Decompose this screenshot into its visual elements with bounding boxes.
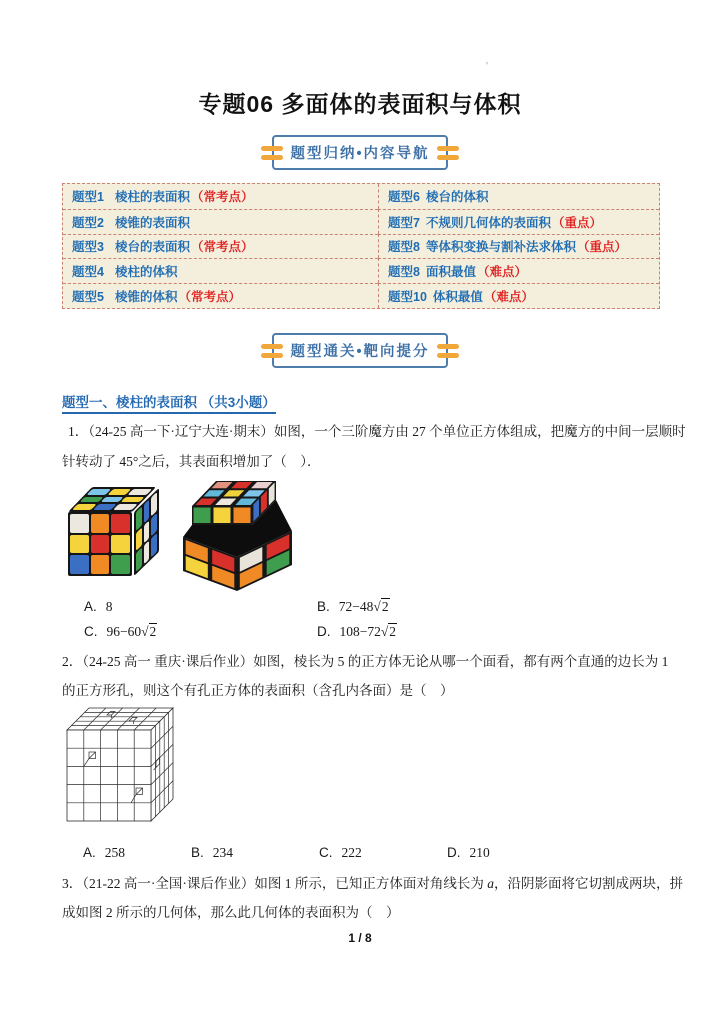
table-row: 题型8 等体积变换与割补法求体积 （重点）: [378, 234, 659, 259]
q1-option-b: B. 72−48√2: [317, 599, 389, 614]
table-row: 题型5 棱锥的体积 （常考点）: [63, 283, 378, 308]
banner-pass-label: 题型通关•靶向提分: [272, 333, 447, 368]
q1-option-d: D. 108−72√2: [317, 624, 397, 639]
table-row: 题型2 棱锥的表面积: [63, 209, 378, 234]
page-title: 专题06 多面体的表面积与体积: [198, 91, 522, 117]
q2-option-c: C. 222: [319, 845, 362, 860]
table-row: 题型8 面积最值 （难点）: [378, 258, 659, 283]
q2-option-b: B. 234: [191, 845, 234, 860]
question-2-line-2: 的正方形孔，则这个有孔正方体的表面积（含孔内各面）是（ ）: [62, 683, 454, 698]
q1-option-c: C. 96−60√2: [84, 624, 157, 639]
corner-mark: ': [486, 60, 488, 72]
table-row: 题型10 体积最值 （难点）: [378, 283, 659, 308]
banner-right-bars-icon: [437, 344, 459, 358]
table-row: 题型3 棱台的表面积 （常考点）: [63, 234, 378, 259]
cube-front-face: [68, 512, 132, 576]
table-row: 题型4 棱柱的体积: [63, 258, 378, 283]
question-1-line-1: 1．（24-25 高一下·辽宁大连·期末）如图，一个三阶魔方由 27 个单位正方体组成，把魔方的中间一层顺时: [68, 424, 686, 439]
banner-left-bars-icon: [261, 146, 283, 160]
q1-option-a: A. 8: [84, 599, 113, 614]
banner-left-bars-icon: [261, 344, 283, 358]
banner-right-bars-icon: [437, 146, 459, 160]
cube-with-holes-diagram: [63, 703, 184, 836]
q2-option-d: D. 210: [447, 845, 490, 860]
topic-index-table: [62, 183, 660, 309]
question-2-line-1: 2．（24-25 高一 重庆·课后作业）如图，棱长为 5 的正方体无论从哪一个面看，都有两个直通的边长为 1: [62, 654, 669, 669]
banner-nav-label: 题型归纳•内容导航: [272, 135, 447, 170]
table-row: 题型7 不规则几何体的表面积 （重点）: [378, 209, 659, 234]
question-1-line-2: 针转动了 45°之后，其表面积增加了（ ）．: [62, 454, 321, 469]
q2-option-a: A. 258: [83, 845, 126, 860]
question-3-line-2: 成如图 2 所示的几何体，那么此几何体的表面积为（ ）: [62, 905, 400, 920]
page-number: 1 / 8: [348, 931, 372, 945]
banner-topic-navigation: [0, 135, 720, 170]
question-3-line-1: 3．（21-22 高一·全国·课后作业）如图 1 所示，已知正方体面对角线长为 a，沿阴影面将它切割成两块，拼: [62, 876, 683, 891]
rubiks-cube-normal-image: [62, 476, 162, 580]
section-heading: 题型一、棱柱的表面积 （共3小题）: [62, 391, 276, 414]
math-variable-a: a: [487, 876, 494, 891]
banner-question-pass: [0, 333, 720, 368]
table-row: 题型6 棱台的体积: [378, 184, 659, 209]
rubiks-cube-twisted-image: [182, 473, 294, 597]
table-row: 题型1 棱柱的表面积 （常考点）: [72, 190, 254, 205]
